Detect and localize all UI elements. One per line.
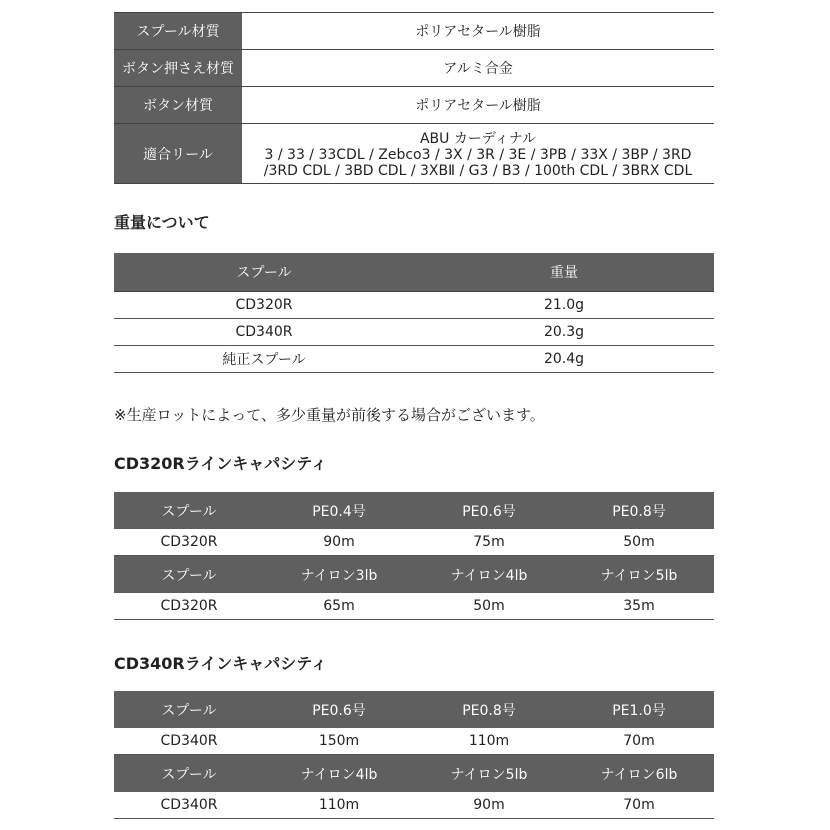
cap-cell: 90m [264, 529, 414, 556]
reel-line: ABU カーディナル [419, 130, 537, 147]
cap-header-cell: スプール [114, 492, 264, 529]
cap-header-cell: PE0.6号 [264, 691, 414, 728]
weight-header-row [114, 253, 714, 292]
cap-cell: 110m [264, 792, 414, 819]
table-row [114, 593, 714, 620]
table-row [114, 292, 714, 319]
weight-cell-spool: CD340R [114, 319, 414, 346]
spec-label: ボタン押さえ材質 [114, 50, 242, 87]
cap-header-cell: スプール [114, 755, 264, 793]
cap-header-cell: ナイロン5lb [414, 755, 564, 793]
cap-cell: CD340R [114, 792, 264, 819]
cap-cell: CD320R [114, 529, 264, 556]
cap-cell: 70m [564, 728, 714, 755]
table-row [114, 319, 714, 346]
cap-header-row [114, 755, 714, 793]
cap-header-cell: ナイロン4lb [264, 755, 414, 793]
spec-value-reels [242, 124, 714, 184]
cap340-heading: CD340Rラインキャパシティ [114, 654, 327, 673]
spec-row-compatible-reels [114, 124, 714, 184]
cap340-table [114, 691, 714, 819]
table-row [114, 792, 714, 819]
cap320-heading: CD320Rラインキャパシティ [114, 454, 327, 473]
cap-header-cell: PE1.0号 [564, 691, 714, 728]
weight-heading: 重量について [114, 213, 210, 232]
weight-cell-spool: 純正スプール [114, 346, 414, 373]
weight-note: ※生産ロットによって、多少重量が前後する場合がございます。 [114, 406, 545, 424]
cap-header-row [114, 492, 714, 529]
cap-cell: 110m [414, 728, 564, 755]
weight-col-weight: 重量 [414, 253, 714, 292]
weight-col-spool: スプール [114, 253, 414, 292]
cap-cell: CD340R [114, 728, 264, 755]
cap-header-row [114, 556, 714, 594]
spec-row [114, 50, 714, 87]
cap-cell: 70m [564, 792, 714, 819]
spec-value: ポリアセタール樹脂 [242, 87, 714, 124]
cap-header-cell: PE0.8号 [564, 492, 714, 529]
weight-cell-weight: 21.0g [414, 292, 714, 319]
table-row [114, 529, 714, 556]
cap-header-cell: ナイロン4lb [414, 556, 564, 594]
weight-table [114, 253, 714, 373]
cap-header-cell: PE0.4号 [264, 492, 414, 529]
spec-table [114, 12, 714, 184]
weight-cell-weight: 20.4g [414, 346, 714, 373]
cap-cell: CD320R [114, 593, 264, 620]
cap-cell: 150m [264, 728, 414, 755]
cap-header-row [114, 691, 714, 728]
cap-header-cell: ナイロン6lb [564, 755, 714, 793]
weight-cell-weight: 20.3g [414, 319, 714, 346]
table-row [114, 346, 714, 373]
cap-cell: 90m [414, 792, 564, 819]
spec-value: ポリアセタール樹脂 [242, 13, 714, 50]
spec-row [114, 87, 714, 124]
table-row [114, 728, 714, 755]
cap-header-cell: ナイロン3lb [264, 556, 414, 594]
cap-cell: 35m [564, 593, 714, 620]
reel-line: /3RD CDL / 3BD CDL / 3XBⅡ / G3 / B3 / 100th CDL / 3BRX CDL [263, 162, 693, 179]
cap-header-cell: PE0.6号 [414, 492, 564, 529]
cap-header-cell: ナイロン5lb [564, 556, 714, 594]
cap-cell: 75m [414, 529, 564, 556]
weight-cell-spool: CD320R [114, 292, 414, 319]
cap-header-cell: PE0.8号 [414, 691, 564, 728]
cap-cell: 65m [264, 593, 414, 620]
cap320-table [114, 492, 714, 620]
cap-header-cell: スプール [114, 556, 264, 594]
spec-value: アルミ合金 [242, 50, 714, 87]
reel-line: 3 / 33 / 33CDL / Zebco3 / 3X / 3R / 3E / 3PB / 33X / 3BP / 3RD [264, 146, 692, 163]
cap-header-cell: スプール [114, 691, 264, 728]
cap-cell: 50m [414, 593, 564, 620]
spec-row [114, 13, 714, 50]
cap-cell: 50m [564, 529, 714, 556]
spec-label: ボタン材質 [114, 87, 242, 124]
spec-label: スプール材質 [114, 13, 242, 50]
spec-label: 適合リール [114, 124, 242, 184]
